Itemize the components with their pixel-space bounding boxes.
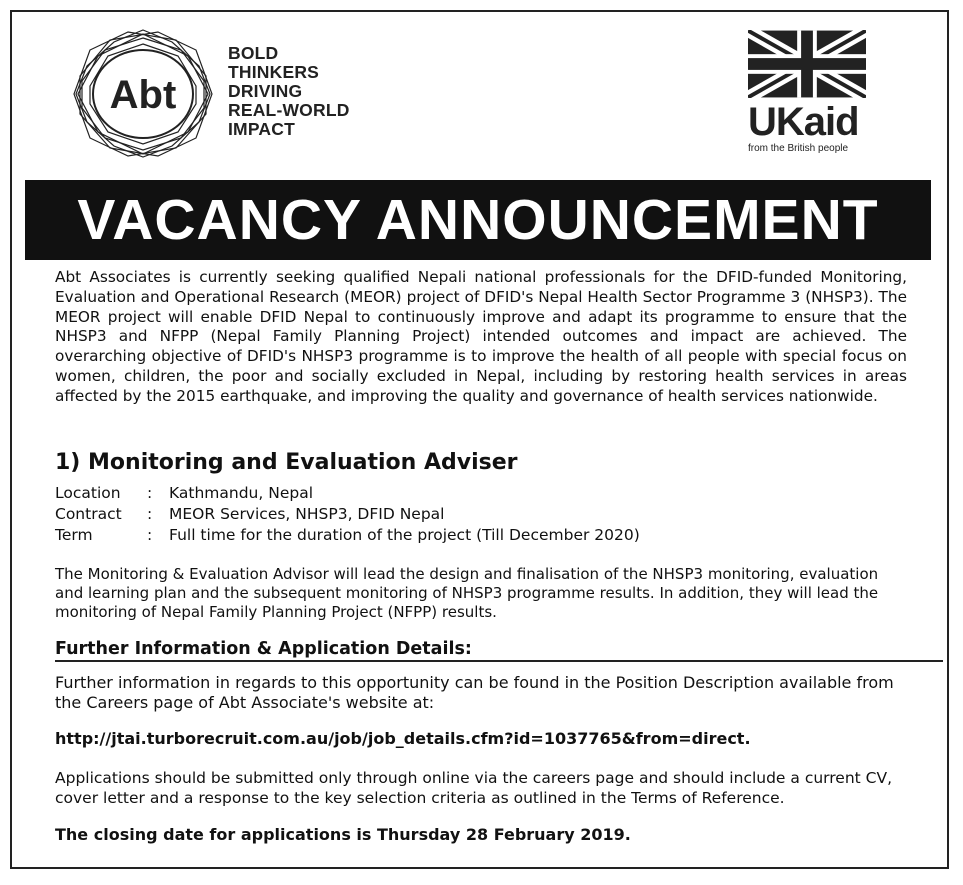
closing-date: The closing date for applications is Thursday 28 February 2019. [55,825,631,844]
union-jack-icon [748,30,866,98]
detail-separator: : [147,526,153,544]
abt-logo-text: Abt [109,73,177,117]
tagline-line: THINKERS [228,62,320,82]
detail-row-contract [55,504,640,525]
tagline-line: IMPACT [228,119,295,139]
detail-row-location [55,483,640,504]
application-link[interactable]: http://jtai.turborecruit.com.au/job/job_details.cfm?id=1037765&from=direct. [55,729,751,748]
detail-row-term [55,525,640,546]
detail-value: MEOR Services, NHSP3, DFID Nepal [169,505,445,523]
tagline-line: DRIVING [228,81,303,101]
detail-label: Location [55,484,121,502]
ukaid-logo [748,30,873,154]
intro-paragraph [55,268,907,407]
further-info-text: Further information in regards to this opportunity can be found in the Position Description available from the Careers page of Abt Associate's website at: [55,673,894,712]
detail-separator: : [147,505,153,523]
abt-tagline [228,44,350,139]
position-details [55,483,640,546]
detail-separator: : [147,484,153,502]
application-instructions: Applications should be submitted only through online via the careers page and should include a current CV, cover letter and a response to the key selection criteria as outlined in the Terms of Reference. [55,769,893,807]
role-description: The Monitoring & Evaluation Advisor will lead the design and finalisation of the NHSP3 monitoring, evaluation and learning plan and the subsequent monitoring of NHSP3 programme results. In addition, they will lead the monitoring of Nepal Family Planning Project (NFPP) results. [55,565,879,621]
ukaid-subtitle: from the British people [748,143,849,154]
detail-value: Kathmandu, Nepal [169,484,314,502]
tagline-line: BOLD [228,43,279,63]
abt-logo [68,26,218,161]
vacancy-banner [25,180,931,260]
further-info-heading: Further Information & Application Details: [55,639,472,659]
banner-title: VACANCY ANNOUNCEMENT [77,188,879,252]
position-title: 1) Monitoring and Evaluation Adviser [55,450,518,475]
detail-label: Term [55,526,93,544]
detail-value: Full time for the duration of the project (Till December 2020) [169,526,640,544]
detail-label: Contract [55,505,122,523]
ukaid-wordmark: UKaid [748,100,859,144]
heading-divider [55,660,943,662]
tagline-line: REAL-WORLD [228,100,350,120]
intro-text: Abt Associates is currently seeking qualified Nepali national professionals for the DFID-funded Monitoring, Evaluation and Operational Research (MEOR) project of DFID's Nepal Health Sector Programme 3 (NHSP3). The MEOR project will enable DFID Nepal to continuously improve and adapt its programme to ensure that the NHSP3 and NFPP (Nepal Family Planning Project) intended outcomes and impact are achieved. The overarching objective of DFID's NHSP3 programme is to improve the health of all people with special focus on women, children, the poor and socially excluded in Nepal, including by restoring health services in areas affected by the 2015 earthquake, and improving the quality and governance of health services nationwide. [55,268,907,405]
